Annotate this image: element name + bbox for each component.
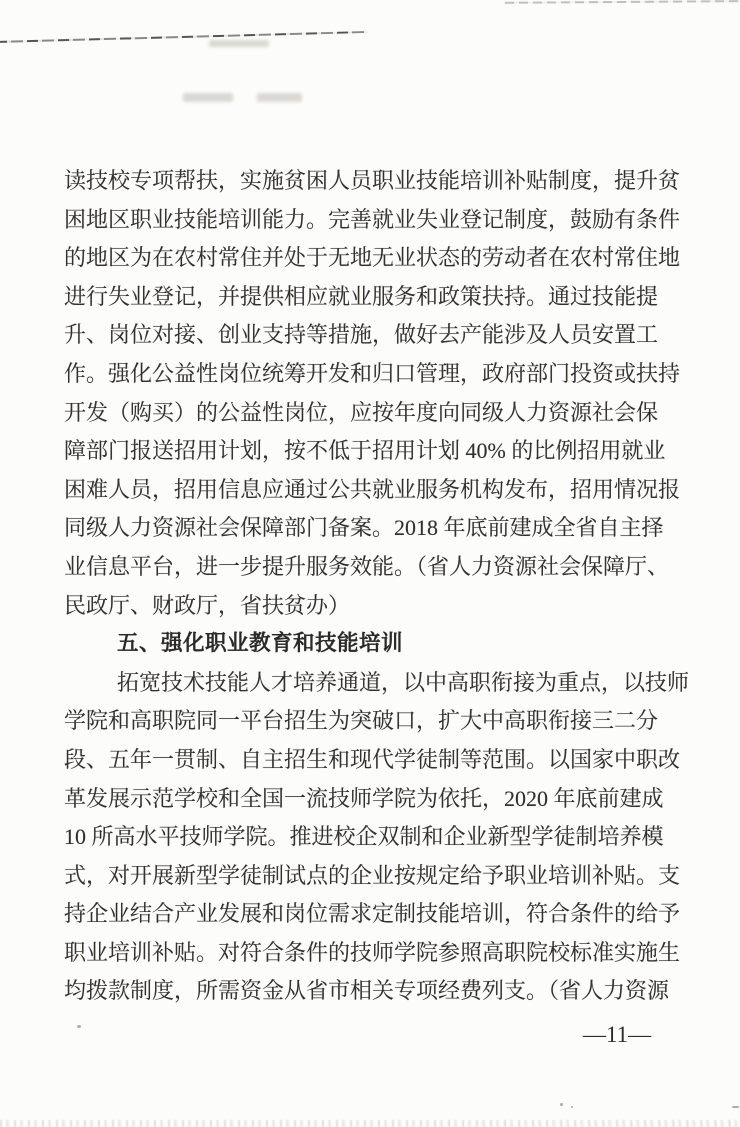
text-line: 10 所高水平技师学院。推进校企双制和企业新型学徒制培养模	[64, 824, 664, 850]
text-line: 升、岗位对接、创业支持等措施，做好去产能涉及人员安置工	[64, 322, 659, 348]
text-line: 均拨款制度，所需资金从省市相关专项经费列支。（省人力资源	[64, 978, 670, 1004]
scan-artifact-line	[0, 31, 368, 43]
scan-artifact-top-streak	[505, 0, 740, 4]
section-heading: 五、强化职业教育和技能培训	[117, 631, 404, 657]
text-line: 困难人员，招用信息应通过公共就业服务机构发布，招用情况报	[64, 476, 681, 502]
scan-speck	[77, 1025, 81, 1028]
text-line: 持企业结合产业发展和岗位需求定制技能培训，符合条件的给予	[64, 901, 681, 927]
text-line: 进行失业登记，并提供相应就业服务和政策扶持。通过技能提	[64, 283, 659, 309]
text-line: 职业培训补贴。对符合条件的技师学院参照高职院校标准实施生	[64, 939, 681, 965]
scan-edge-noise	[0, 1120, 740, 1127]
page-number: —11—	[583, 1022, 652, 1047]
text-line: 式，对开展新型学徒制试点的企业按规定给予职业培训补贴。支	[64, 862, 681, 888]
text-line: 段、五年一贯制、自主招生和现代学徒制等范围。以国家中职改	[64, 746, 681, 772]
scan-speck	[571, 1106, 573, 1108]
text-line: 作。强化公益性岗位统筹开发和归口管理，政府部门投资或扶持	[64, 360, 681, 386]
document-body	[64, 162, 690, 1011]
text-line: 开发（购买）的公益性岗位，应按年度向同级人力资源社会保	[64, 399, 659, 425]
text-line: 学院和高职院同一平台招生为突破口，扩大中高职衔接三二分	[64, 708, 659, 734]
scan-speck	[560, 1103, 563, 1106]
section-heading-block	[64, 625, 686, 664]
text-line: 民政厅、财政厅，省扶贫办）	[64, 592, 351, 618]
text-line: 的地区为在农村常住并处于无地无业状态的劳动者在农村常住地	[64, 245, 681, 271]
bleedthrough-ghost	[209, 40, 269, 47]
scan-speck	[732, 1106, 739, 1108]
text-line: 障部门报送招用计划，按不低于招用计划 40% 的比例招用就业	[64, 438, 666, 464]
text-line: 革发展示范学校和全国一流技师学院为依托，2020 年底前建成	[64, 785, 664, 811]
text-line: 读技校专项帮扶，实施贫困人员职业技能培训补贴制度，提升贫	[64, 168, 681, 193]
bleedthrough-ghost	[257, 93, 302, 102]
bleedthrough-ghost	[183, 93, 233, 102]
text-line: 同级人力资源社会保障部门备案。2018 年底前建成全省自主择	[64, 515, 664, 541]
text-line: 业信息平台，进一步提升服务效能。（省人力资源社会保障厅、	[64, 553, 670, 579]
text-line: 拓宽技术技能人才培养通道，以中高职衔接为重点，以技师	[117, 669, 690, 695]
paragraph-block	[64, 162, 686, 625]
text-line: 困地区职业技能培训能力。完善就业失业登记制度，鼓励有条件	[64, 206, 681, 232]
paragraph-block	[64, 664, 690, 1011]
